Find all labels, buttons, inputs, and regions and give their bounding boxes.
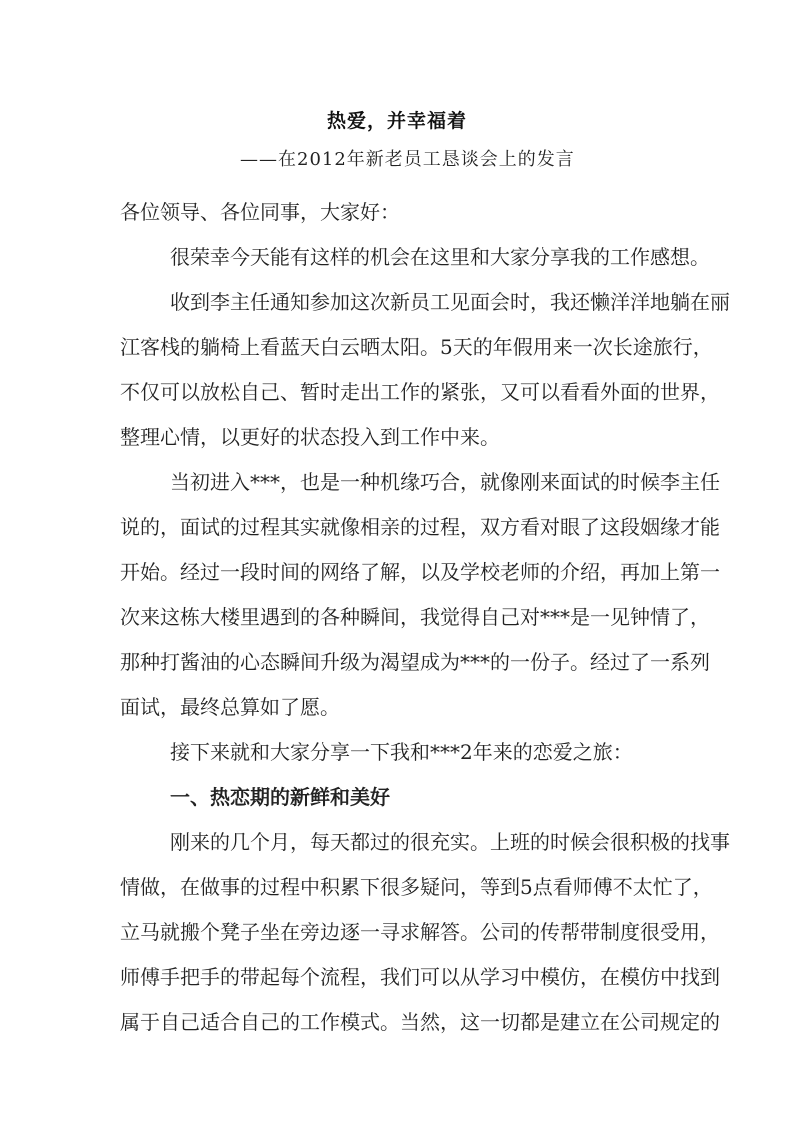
document-title: 热爱，并幸福着	[326, 110, 467, 132]
text-line: 说的，面试的过程其实就像相亲的过程，双方看对眼了这段姻缘才能	[120, 515, 720, 539]
section-heading: 一、热恋期的新鲜和美好	[170, 785, 390, 809]
text-line: 各位领导、各位同事，大家好：	[120, 200, 400, 224]
text-line: 接下来就和大家分享一下我和***2年来的恋爱之旅：	[170, 740, 633, 764]
document-body	[120, 197, 730, 1052]
text-line: 师傅手把手的带起每个流程，我们可以从学习中模仿，在模仿中找到	[120, 965, 720, 989]
text-line: 属于自己适合自己的工作模式。当然，这一切都是建立在公司规定的	[120, 1010, 720, 1034]
text-line: 当初进入***，也是一种机缘巧合，就像刚来面试的时候李主任	[170, 470, 720, 494]
text-line: 江客栈的躺椅上看蓝天白云晒太阳。5天的年假用来一次长途旅行，	[120, 335, 713, 359]
text-line: 次来这栋大楼里遇到的各种瞬间，我觉得自己对***是一见钟情了，	[120, 605, 710, 629]
text-line: 收到李主任通知参加这次新员工见面会时，我还懒洋洋地躺在丽	[170, 290, 730, 314]
text-line: 情做，在做事的过程中积累下很多疑问，等到5点看师傅不太忙了，	[120, 875, 713, 899]
text-line: 面试，最终总算如了愿。	[120, 695, 340, 719]
text-line: 不仅可以放松自己、暂时走出工作的紧张，又可以看看外面的世界，	[120, 380, 720, 404]
document-subtitle: ——在2012年新老员工恳谈会上的发言	[240, 149, 575, 170]
text-line: 那种打酱油的心态瞬间升级为渴望成为***的一份子。经过了一系列	[120, 650, 710, 674]
text-line: 刚来的几个月，每天都过的很充实。上班的时候会很积极的找事	[170, 830, 730, 854]
text-line: 开始。经过一段时间的网络了解，以及学校老师的介绍，再加上第一	[120, 560, 720, 584]
text-line: 很荣幸今天能有这样的机会在这里和大家分享我的工作感想。	[170, 245, 710, 269]
text-line: 立马就搬个凳子坐在旁边逐一寻求解答。公司的传帮带制度很受用，	[120, 920, 720, 944]
text-line: 整理心情，以更好的状态投入到工作中来。	[120, 425, 500, 449]
